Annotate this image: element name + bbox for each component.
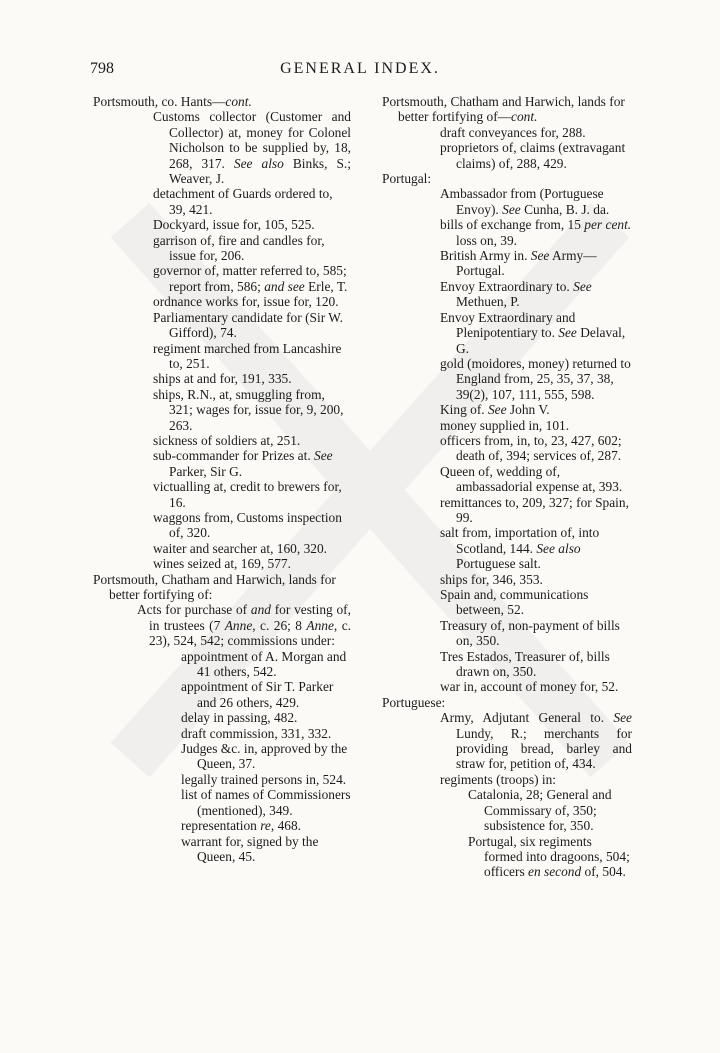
index-subentry: representation re, 468. <box>181 818 302 834</box>
index-entry: bills of exchange from, 15 per cent. loss on, 39. <box>440 217 632 248</box>
index-entry: officers from, in, to, 23, 427, 602; death of, 394; services of, 287. <box>440 432 622 464</box>
index-heading: Portugal: <box>382 171 432 187</box>
index-entry: ships, R.N., at, smuggling from, 321; wages for, issue for, 9, 200, 263. <box>153 386 344 433</box>
index-subentry: Portugal, six regiments formed into dragoons, 504; officers en second of, 504. <box>468 833 630 880</box>
index-subentry: list of names of Commissioners (mentioned), 349. <box>181 787 351 818</box>
index-entry: remittances to, 209, 327; for Spain, 99. <box>440 494 629 525</box>
index-entry: British Army in. See Army—Portugal. <box>440 248 597 279</box>
index-heading: Portsmouth, co. Hants—cont. <box>93 94 252 109</box>
index-entry: gold (moidores, money) returned to England from, 25, 35, 37, 38, 39(2), 107, 111, 555, 598. <box>440 355 631 402</box>
index-entry: Envoy Extraordinary and Plenipotentiary to. See Delaval, G. <box>440 309 626 356</box>
index-heading: Portuguese: <box>382 694 446 710</box>
index-entry: King of. See John V. <box>440 402 550 418</box>
index-entry: Parliamentary candidate for (Sir W. Gifford), 74. <box>153 309 344 341</box>
index-subentry: appointment of Sir T. Parker and 26 others, 429. <box>181 679 334 710</box>
index-heading: Portsmouth, Chatham and Harwich, lands for better fortifying of—cont. <box>382 94 625 125</box>
index-subentry: draft commission, 331, 332. <box>181 725 332 741</box>
index-entry: draft conveyances for, 288. <box>440 124 586 140</box>
index-subentry: appointment of A. Morgan and 41 others, 542. <box>181 648 347 680</box>
index-entry: Army, Adjutant General to. See Lundy, R.; merchants for providing bread, barley and straw for, petition of, 434. <box>440 710 632 772</box>
index-subentry: Judges &c. in, approved by the Queen, 37. <box>181 741 348 772</box>
index-entry: salt from, importation of, into Scotland, 144. See also Portuguese salt. <box>440 525 600 572</box>
index-entry: Dockyard, issue for, 105, 525. <box>153 217 315 233</box>
index-entry: waiter and searcher at, 160, 320. <box>153 540 328 556</box>
index-entry: detachment of Guards ordered to, 39, 421. <box>153 186 333 217</box>
index-entry: regiments (troops) in: <box>440 771 557 787</box>
running-title: GENERAL INDEX. <box>280 60 440 77</box>
index-entry: proprietors of, claims (extravagant claims) of, 288, 429. <box>440 140 626 171</box>
index-entry: Treasury of, non-payment of bills on, 350. <box>440 617 620 649</box>
index-entry: governor of, matter referred to, 585; report from, 586; and see Erle, T. <box>153 263 348 294</box>
page-number: 798 <box>90 60 114 77</box>
page-header <box>90 60 630 84</box>
index-entry: sub-commander for Prizes at. See Parker, Sir G. <box>153 448 333 479</box>
index-entry: Envoy Extraordinary to. See Methuen, P. <box>440 278 592 310</box>
index-subentry: delay in passing, 482. <box>181 710 298 726</box>
index-entry: Ambassador from (Portuguese Envoy). See Cunha, B. J. da. <box>440 186 610 217</box>
index-subentry: warrant for, signed by the Queen, 45. <box>181 833 319 864</box>
index-entry: waggons from, Customs inspection of, 320. <box>153 509 342 541</box>
index-subentry: legally trained persons in, 524. <box>181 771 347 787</box>
index-entry: war in, account of money for, 52. <box>440 679 619 695</box>
index-entry: ships for, 346, 353. <box>440 571 543 587</box>
index-entry: Customs collector (Customer and Collector) at, money for Colonel Nicholson to be supplied by, 18, 268, 317. See also Binks, S.; Weaver, J. <box>153 109 351 187</box>
index-heading: Portsmouth, Chatham and Harwich, lands for better fortifying of: <box>93 571 336 602</box>
index-column-right <box>382 94 632 880</box>
index-entry: money supplied in, 101. <box>440 417 570 433</box>
index-entry: Queen of, wedding of, ambassadorial expense at, 393. <box>440 463 623 495</box>
index-entry: victualling at, credit to brewers for, 16. <box>153 479 342 510</box>
index-entry: Tres Estados, Treasurer of, bills drawn on, 350. <box>440 648 610 680</box>
index-entry: wines seized at, 169, 577. <box>153 556 291 572</box>
index-entry: regiment marched from Lancashire to, 251. <box>153 340 342 371</box>
index-entry: ordnance works for, issue for, 120. <box>153 294 339 310</box>
index-column-left <box>93 94 351 864</box>
index-entry: sickness of soldiers at, 251. <box>153 432 301 448</box>
index-subentry: Catalonia, 28; General and Commissary of, 350; subsistence for, 350. <box>468 787 612 834</box>
index-entry: Spain and, communications between, 52. <box>440 587 589 618</box>
index-entry: ships at and for, 191, 335. <box>153 371 292 387</box>
index-entry: garrison of, fire and candles for, issue for, 206. <box>153 232 325 264</box>
index-entry: Acts for purchase of and for vesting of, in trustees (7 Anne, c. 26; 8 Anne, c. 23), 524, 542; commissions under: <box>137 602 351 649</box>
